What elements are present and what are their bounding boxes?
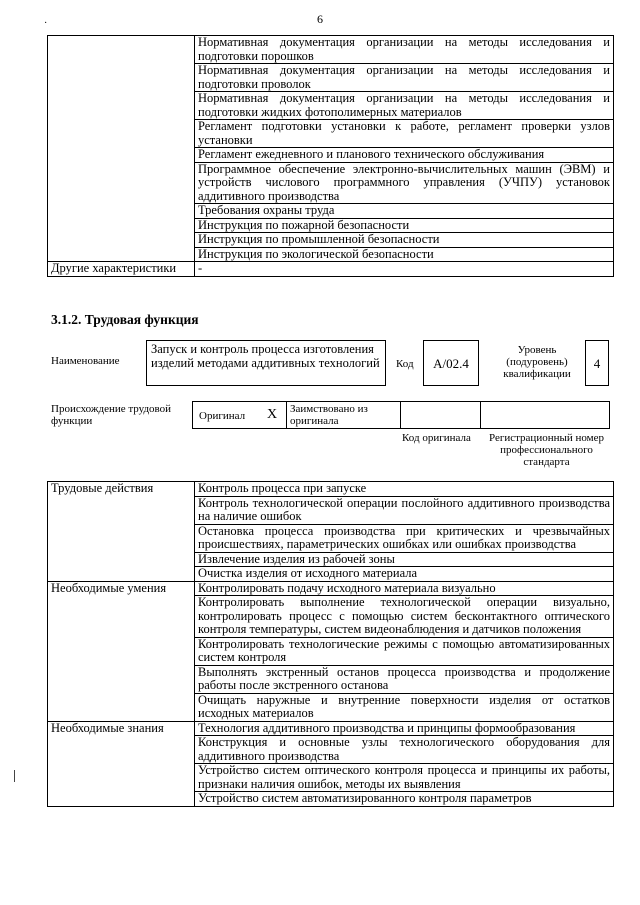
table-row: Нормативная документация организации на методы исследования и подготовки проволок — [195, 64, 614, 92]
level-box: 4 — [585, 340, 609, 386]
divider — [480, 402, 481, 428]
table-row: Конструкция и основные узлы технологического оборудования для аддитивного производства — [195, 736, 614, 764]
requirements-table — [47, 35, 614, 277]
code-label: Код — [396, 358, 414, 370]
qualification-level-label: Уровень (подуровень) квалификации — [503, 344, 571, 380]
table-row: Извлечение изделия из рабочей зоны — [195, 552, 614, 567]
margin-mark — [14, 770, 15, 782]
group-label: Необходимые умения — [48, 581, 195, 721]
table-row: Нормативная документация организации на методы исследования и подготовки порошков — [195, 36, 614, 64]
divider — [400, 402, 401, 428]
code-box: А/02.4 — [423, 340, 479, 386]
table-row: Контролировать подачу исходного материала визуально — [195, 581, 614, 596]
table-row: Выполнять экстренный останов процесса производства и продолжение работы после экстренного останова — [195, 665, 614, 693]
table-row: Нормативная документация организации на методы исследования и подготовки жидких фотополимерных материалов — [195, 92, 614, 120]
original-mark: X — [267, 407, 278, 422]
code-original-label: Код оригинала — [402, 432, 471, 444]
table-row: Контролировать технологические режимы с помощью автоматизированных систем контроля — [195, 637, 614, 665]
other-characteristics-label: Другие характеристики — [48, 262, 195, 277]
table-row: Требования охраны труда — [195, 204, 614, 219]
table-row: Очищать наружные и внутренние поверхности изделия от остатков исходных материалов — [195, 693, 614, 721]
divider — [286, 402, 287, 428]
page-mark: · — [44, 18, 48, 29]
reg-number-label: Регистрационный номер профессионального стандарта — [488, 432, 605, 468]
other-characteristics-value: - — [195, 262, 614, 277]
table-row: Регламент подготовки установки к работе, регламент проверки узлов установки — [195, 120, 614, 148]
page-number: 6 — [317, 12, 323, 26]
table-row: Инструкция по пожарной безопасности — [195, 218, 614, 233]
function-name-box: Запуск и контроль процесса изготовления изделий методами аддитивных технологий — [146, 340, 386, 386]
table-row: Устройство систем автоматизированного контроля параметров — [195, 792, 614, 807]
function-details-table — [47, 481, 614, 807]
section-title: 3.1.2. Трудовая функция — [51, 312, 199, 327]
original-label: Оригинал — [199, 410, 246, 422]
table-row: Инструкция по экологической безопасности — [195, 247, 614, 262]
borrowed-label: Заимствовано из оригинала — [290, 403, 368, 427]
table-row: Контролировать выполнение технологической операции визуально, контролировать процесс с помощью систем бесконтактного оптического контроля температуры, систем видеонаблюдения и датчиков положения — [195, 596, 614, 638]
group-label: Необходимые знания — [48, 721, 195, 806]
origin-box — [192, 401, 610, 429]
group-label: Трудовые действия — [48, 482, 195, 582]
table-row: Контроль технологической операции послойного аддитивного производства на наличие ошибок — [195, 496, 614, 524]
table-row: Инструкция по промышленной безопасности — [195, 233, 614, 248]
table-row: Регламент ежедневного и планового технического обслуживания — [195, 148, 614, 163]
table-row: Контроль процесса при запуске — [195, 482, 614, 497]
table-row: Остановка процесса производства при критических и чрезвычайных происшествиях, параметрических ошибках или ошибках производства — [195, 524, 614, 552]
table-row: Программное обеспечение электронно-вычислительных машин (ЭВМ) и устройств числового программного управления (УЧПУ) установок аддитивного производства — [195, 162, 614, 204]
table-row: Устройство систем оптического контроля процесса и принципы их работы, признаки наличия ошибок, методы их выявления — [195, 764, 614, 792]
empty-label-cell — [48, 36, 195, 262]
name-label: Наименование — [51, 355, 120, 367]
table-row: Очистка изделия от исходного материала — [195, 567, 614, 582]
table-row: Технология аддитивного производства и принципы формообразования — [195, 721, 614, 736]
origin-label: Происхождение трудовой функции — [51, 403, 172, 427]
